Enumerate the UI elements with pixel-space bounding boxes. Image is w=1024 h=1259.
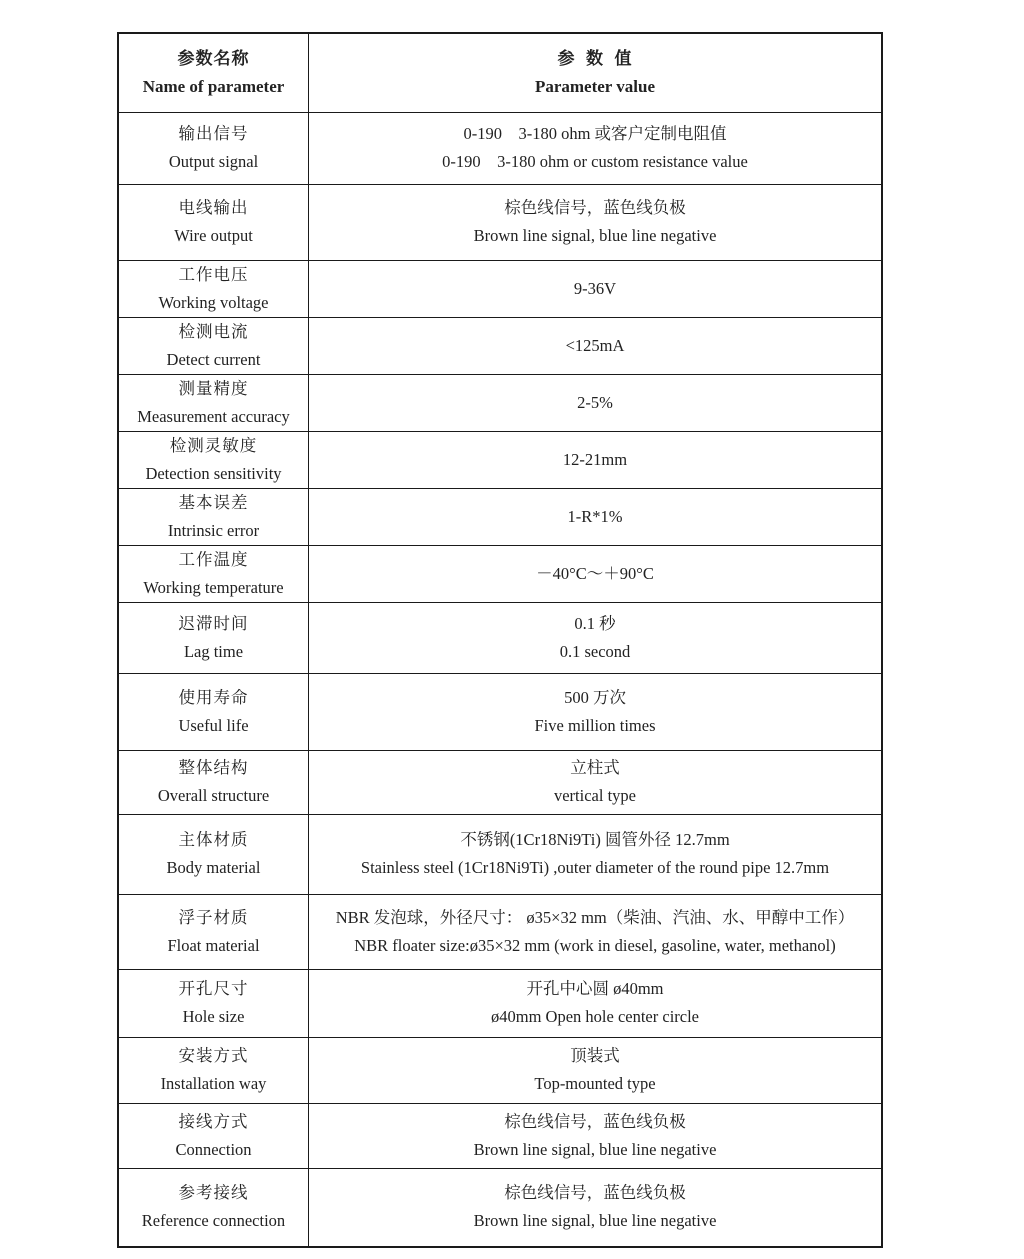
parameter-value-line: 棕色线信号，蓝色线负极: [504, 1183, 686, 1203]
parameter-value-line: vertical type: [553, 786, 636, 805]
header-value-en: Parameter value: [534, 76, 656, 96]
header-value-zh: 参 数 值: [557, 48, 633, 68]
parameter-value-cell: [309, 969, 883, 1037]
parameter-name-zh: 检测灵敏度: [169, 435, 258, 455]
parameter-name-zh: 迟滞时间: [178, 613, 249, 633]
parameter-value-line: 0.1 second: [559, 641, 631, 661]
parameter-value-line: 2-5%: [577, 392, 613, 412]
parameter-name-cell: [118, 894, 309, 969]
parameter-table: [117, 32, 883, 1248]
parameter-name-cell: [118, 969, 309, 1037]
parameter-value-cell: [309, 260, 883, 317]
table-body: [118, 112, 882, 1247]
parameter-value-cell: [309, 1037, 883, 1103]
parameter-value-line: 9-36V: [573, 278, 617, 298]
parameter-name-cell: [118, 317, 309, 374]
parameter-value-line: Brown line signal, blue line negative: [473, 226, 717, 245]
parameter-value-cell: [309, 1168, 883, 1247]
table-row: [118, 184, 882, 260]
parameter-value-cell: [309, 488, 883, 545]
parameter-name-cell: [118, 1168, 309, 1247]
parameter-value-line: 开孔中心圆 ø40mm: [526, 979, 664, 998]
header-name-zh: 参数名称: [177, 48, 250, 68]
parameter-value-cell: [309, 184, 883, 260]
parameter-value-cell: [309, 431, 883, 488]
parameter-name-en: Float material: [167, 935, 260, 955]
parameter-name-zh: 主体材质: [178, 830, 249, 849]
parameter-name-zh: 使用寿命: [178, 687, 249, 707]
header-name-cell: [118, 33, 309, 112]
parameter-value-line: <125mA: [565, 335, 625, 355]
header-name-en: Name of parameter: [142, 76, 285, 96]
parameter-value-line: 500 万次: [564, 687, 626, 707]
parameter-name-cell: [118, 184, 309, 260]
table-row: [118, 750, 882, 814]
parameter-value-line: －40°C～＋90°C: [536, 563, 654, 583]
parameter-name-en: Lag time: [183, 641, 244, 661]
parameter-name-cell: [118, 112, 309, 184]
parameter-value-cell: [309, 894, 883, 969]
table-row: [118, 488, 882, 545]
parameter-value-line: 12-21mm: [562, 449, 628, 469]
parameter-name-zh: 开孔尺寸: [178, 979, 249, 998]
parameter-value-line: Top-mounted type: [534, 1074, 656, 1093]
table-row: [118, 673, 882, 750]
parameter-value-line: NBR 发泡球，外径尺寸： ø35×32 mm（柴油、汽油、水、甲醇中工作）: [335, 907, 855, 927]
parameter-name-en: Intrinsic error: [167, 520, 260, 540]
table-row: [118, 969, 882, 1037]
parameter-value-line: 立柱式: [570, 758, 620, 777]
parameter-value-line: 0-190 3-180 ohm or custom resistance value: [442, 152, 748, 171]
parameter-name-zh: 参考接线: [178, 1183, 249, 1203]
parameter-name-cell: [118, 1037, 309, 1103]
parameter-name-zh: 测量精度: [178, 378, 249, 398]
parameter-value-cell: [309, 545, 883, 602]
parameter-value-line: Five million times: [534, 715, 656, 735]
parameter-value-line: Brown line signal, blue line negative: [473, 1139, 717, 1159]
table-row: [118, 1103, 882, 1168]
parameter-name-en: Wire output: [174, 226, 253, 245]
parameter-name-zh: 接线方式: [178, 1111, 249, 1131]
table-row: [118, 317, 882, 374]
parameter-value-line: 0-190 3-180 ohm 或客户定制电阻值: [463, 124, 727, 143]
table-row: [118, 374, 882, 431]
parameter-value-line: 0.1 秒: [574, 613, 616, 633]
parameter-name-zh: 输出信号: [178, 124, 249, 143]
table-row: [118, 602, 882, 673]
parameter-name-cell: [118, 545, 309, 602]
parameter-name-en: Detect current: [166, 349, 261, 369]
table-row: [118, 545, 882, 602]
parameter-value-cell: [309, 814, 883, 894]
parameter-name-cell: [118, 431, 309, 488]
parameter-value-line: 棕色线信号，蓝色线负极: [504, 1111, 686, 1131]
parameter-value-line: 顶装式: [570, 1046, 620, 1065]
parameter-name-cell: [118, 602, 309, 673]
parameter-name-en: Body material: [166, 858, 261, 877]
table-row: [118, 431, 882, 488]
parameter-value-line: Stainless steel (1Cr18Ni9Ti) ,outer diameter of the round pipe 12.7mm: [360, 858, 830, 877]
parameter-name-zh: 基本误差: [178, 492, 249, 512]
parameter-name-en: Working voltage: [158, 292, 269, 312]
parameter-value-cell: [309, 673, 883, 750]
table-header-row: [118, 33, 882, 112]
parameter-name-cell: [118, 374, 309, 431]
table-row: [118, 112, 882, 184]
parameter-name-en: Installation way: [160, 1074, 267, 1093]
header-value-cell: [309, 33, 883, 112]
table-row: [118, 1168, 882, 1247]
parameter-name-zh: 浮子材质: [178, 907, 249, 927]
parameter-value-cell: [309, 750, 883, 814]
parameter-name-en: Working temperature: [143, 577, 284, 597]
parameter-name-cell: [118, 673, 309, 750]
parameter-name-en: Reference connection: [141, 1211, 286, 1231]
parameter-value-line: 棕色线信号，蓝色线负极: [504, 198, 686, 217]
parameter-value-cell: [309, 112, 883, 184]
parameter-value-cell: [309, 1103, 883, 1168]
parameter-name-en: Measurement accuracy: [137, 406, 290, 426]
parameter-name-zh: 安装方式: [178, 1046, 249, 1065]
parameter-value-cell: [309, 602, 883, 673]
parameter-name-zh: 整体结构: [178, 758, 249, 777]
table-row: [118, 814, 882, 894]
table-row: [118, 894, 882, 969]
parameter-name-en: Connection: [175, 1139, 252, 1159]
parameter-name-cell: [118, 1103, 309, 1168]
parameter-name-cell: [118, 260, 309, 317]
parameter-value-line: NBR floater size:ø35×32 mm (work in diesel, gasoline, water, methanol): [354, 935, 836, 955]
table-row: [118, 1037, 882, 1103]
parameter-name-zh: 工作温度: [178, 549, 249, 569]
parameter-name-en: Detection sensitivity: [145, 463, 282, 483]
parameter-value-line: ø40mm Open hole center circle: [491, 1007, 699, 1026]
parameter-name-zh: 电线输出: [178, 198, 249, 217]
parameter-name-en: Useful life: [178, 715, 249, 735]
parameter-name-cell: [118, 814, 309, 894]
parameter-value-cell: [309, 374, 883, 431]
parameter-name-en: Output signal: [168, 152, 259, 171]
parameter-value-cell: [309, 317, 883, 374]
parameter-value-line: Brown line signal, blue line negative: [473, 1211, 717, 1231]
table-row: [118, 260, 882, 317]
parameter-name-cell: [118, 488, 309, 545]
parameter-value-line: 1-R*1%: [567, 506, 623, 526]
parameter-name-zh: 工作电压: [178, 264, 249, 284]
parameter-name-zh: 检测电流: [178, 321, 249, 341]
parameter-name-en: Overall structure: [157, 786, 270, 805]
parameter-name-en: Hole size: [182, 1007, 245, 1026]
parameter-value-line: 不锈钢(1Cr18Ni9Ti) 圆管外径 12.7mm: [460, 830, 730, 849]
parameter-name-cell: [118, 750, 309, 814]
